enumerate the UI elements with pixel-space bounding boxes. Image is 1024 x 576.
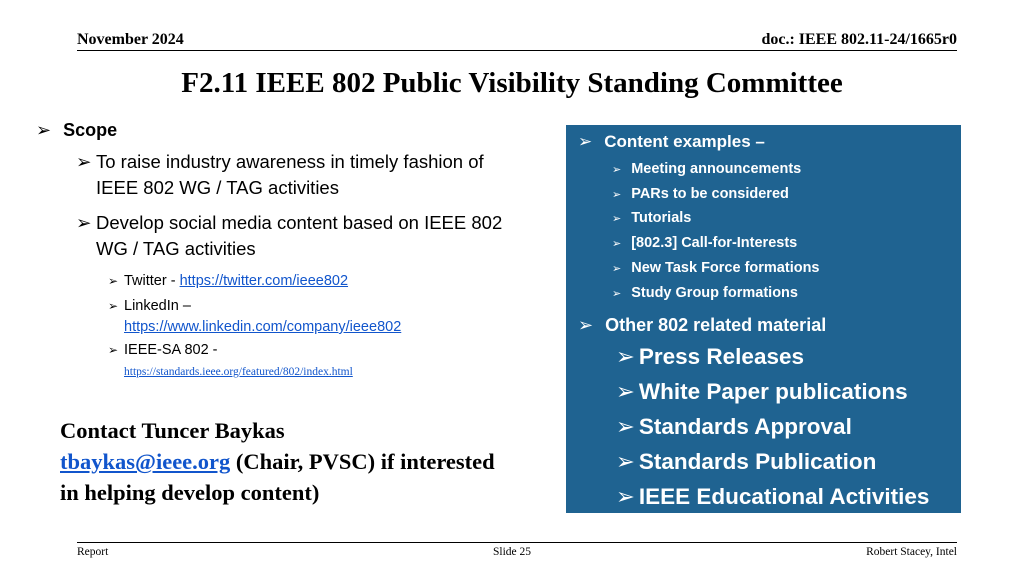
content-example-label: PARs to be considered — [631, 186, 789, 202]
arrow-bullet-icon: ➢ — [108, 299, 119, 313]
other-material-label: Press Releases — [638, 344, 804, 369]
header-doc-number: doc.: IEEE 802.11-24/1665r0 — [761, 31, 957, 48]
content-example-item — [612, 210, 691, 226]
arrow-bullet-icon: ➢ — [36, 120, 52, 140]
twitter-label: Twitter - — [124, 273, 180, 289]
other-material-label: Standards Approval — [638, 414, 852, 439]
other-material-heading — [578, 315, 826, 336]
content-example-label: Meeting announcements — [631, 161, 802, 177]
arrow-bullet-icon: ➢ — [578, 132, 593, 151]
arrow-bullet-icon: ➢ — [616, 344, 635, 369]
other-material-label: IEEE Educational Activities — [638, 484, 930, 509]
slide-title: F2.11 IEEE 802 Public Visibility Standing Committee — [181, 67, 843, 99]
content-example-item — [612, 260, 820, 276]
ieee-sa-label: IEEE-SA 802 - — [124, 342, 218, 358]
contact-email-link[interactable]: tbaykas@ieee.org — [60, 449, 231, 474]
ieee-sa-link[interactable]: https://standards.ieee.org/featured/802/index.html — [124, 366, 353, 378]
arrow-bullet-icon: ➢ — [612, 164, 622, 176]
other-material-label: White Paper publications — [638, 379, 908, 404]
content-examples-title: Content examples – — [604, 132, 765, 151]
footer-divider — [77, 542, 957, 543]
arrow-bullet-icon: ➢ — [578, 315, 594, 335]
arrow-bullet-icon: ➢ — [76, 151, 92, 172]
scope-bullet — [36, 120, 117, 141]
arrow-bullet-icon: ➢ — [616, 379, 635, 404]
arrow-bullet-icon: ➢ — [612, 288, 622, 300]
content-example-item — [612, 235, 797, 251]
content-examples-heading — [578, 132, 765, 152]
other-material-item — [616, 344, 804, 370]
other-material-item — [616, 484, 929, 510]
arrow-bullet-icon: ➢ — [612, 238, 622, 250]
content-example-label: New Task Force formations — [631, 260, 820, 276]
linkedin-label: LinkedIn – — [124, 298, 191, 314]
contact-note — [60, 415, 500, 508]
arrow-bullet-icon: ➢ — [612, 189, 622, 201]
header-date: November 2024 — [77, 31, 184, 48]
footer-author: Robert Stacey, Intel — [866, 546, 957, 558]
other-material-item — [616, 449, 876, 475]
arrow-bullet-icon: ➢ — [108, 343, 119, 357]
contact-prefix: Contact Tuncer Baykas — [60, 418, 285, 443]
scope-label: Scope — [63, 120, 118, 140]
contact-suffix: (Chair, PVSC) if interested in helping develop content) — [60, 449, 495, 505]
content-example-item — [612, 161, 801, 177]
arrow-bullet-icon: ➢ — [616, 484, 635, 509]
scope-item-text: Develop social media content based on IEEE 802 WG / TAG activities — [96, 212, 503, 259]
content-example-label: [802.3] Call-for-Interests — [631, 235, 798, 251]
arrow-bullet-icon: ➢ — [108, 274, 119, 288]
content-example-item — [612, 285, 798, 301]
other-material-title: Other 802 related material — [605, 315, 827, 335]
content-example-label: Study Group formations — [631, 285, 798, 301]
footer-report: Report — [77, 546, 109, 558]
twitter-link[interactable]: https://twitter.com/ieee802 — [179, 273, 349, 289]
other-material-label: Standards Publication — [638, 449, 877, 474]
arrow-bullet-icon: ➢ — [76, 212, 92, 233]
arrow-bullet-icon: ➢ — [612, 213, 622, 225]
other-material-item — [616, 379, 908, 405]
content-example-item — [612, 186, 789, 202]
content-example-label: Tutorials — [631, 210, 692, 226]
footer-slide-number: Slide 25 — [492, 546, 531, 558]
arrow-bullet-icon: ➢ — [616, 449, 635, 474]
linkedin-link[interactable]: https://www.linkedin.com/company/ieee802 — [124, 319, 402, 335]
arrow-bullet-icon: ➢ — [612, 263, 622, 275]
content-examples-panel — [566, 125, 961, 513]
other-material-item — [616, 414, 852, 440]
arrow-bullet-icon: ➢ — [616, 414, 635, 439]
scope-item-text: To raise industry awareness in timely fashion of IEEE 802 WG / TAG activities — [96, 151, 484, 198]
header-divider — [77, 50, 957, 51]
